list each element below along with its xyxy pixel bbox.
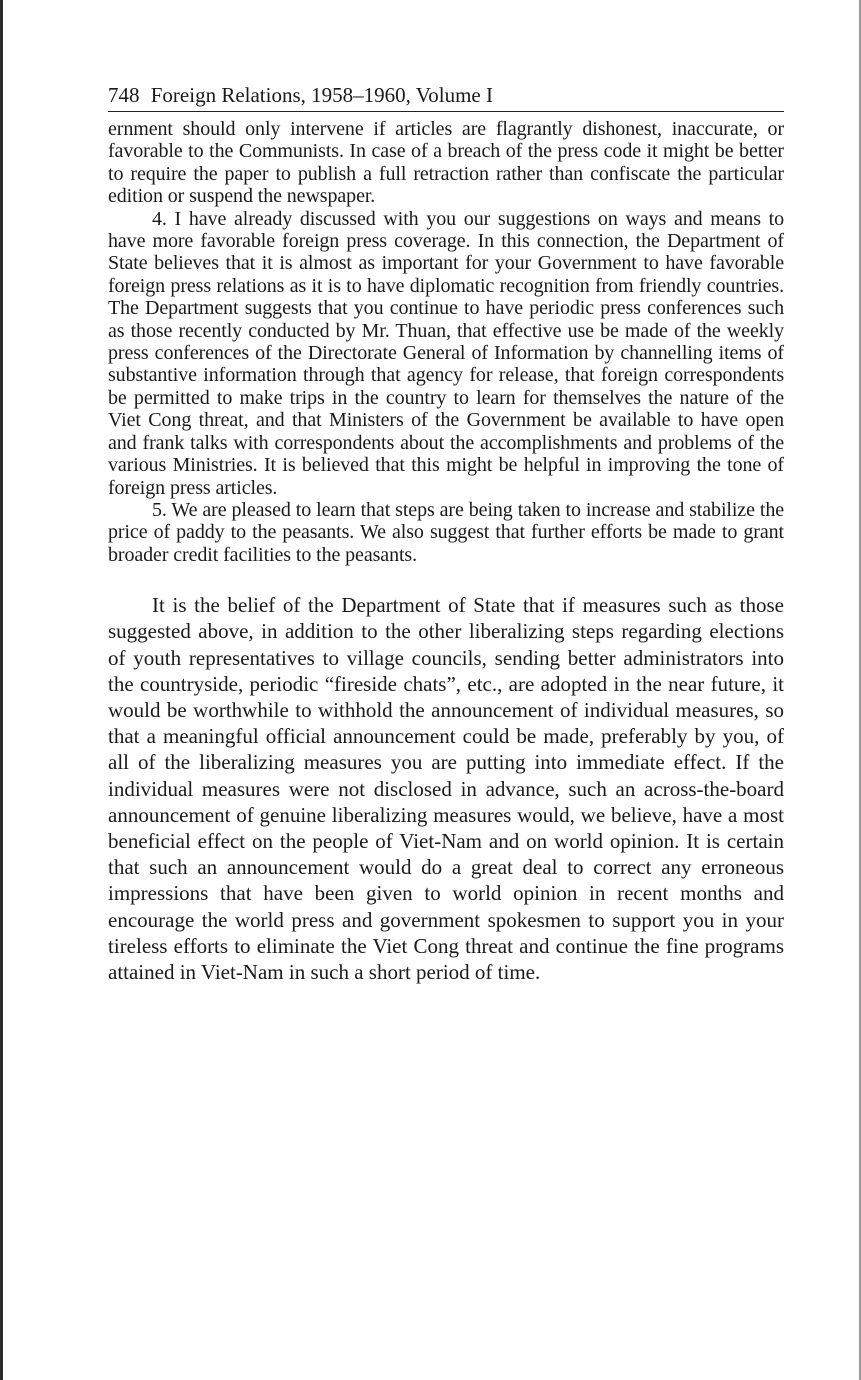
paragraph-continued: ernment should only intervene if articles are flagrantly dishonest, inaccurate, or favorable to the Communists. In case of a breach of the press code it might be better to require the paper to publish a full retraction rather than confiscate the particular edition or suspend the newspaper. — [108, 118, 784, 208]
running-header — [108, 80, 784, 112]
main-text — [108, 592, 784, 985]
document-page — [108, 80, 784, 985]
paragraph-item-5: 5. We are pleased to learn that steps are being taken to increase and stabilize the price of paddy to the peasants. We also suggest that further efforts be made to grant broader credit facilities to the peasants. — [108, 498, 784, 566]
page-edge — [0, 0, 3, 1380]
closing-paragraph: It is the belief of the Department of State that if measures such as those suggested above, in addition to the other liberalizing steps regarding elections of youth representatives to village councils, sending better administrators into the countryside, periodic “fireside chats”, etc., are adopted in the near future, it would be worthwhile to withhold the announcement of individual measures, so that a meaningful official announcement could be made, preferably by you, of all of the liberalizing measures you are putting into immediate effect. If the individual measures were not disclosed in advance, such an across-the-board announcement of genuine liberalizing measures would, we believe, have a most beneficial effect on the people of Viet-Nam and on world opinion. It is certain that such an announcement would do a great deal to correct any erroneous impressions that have been given to world opinion in recent months and encourage the world press and government spokesmen to support you in your tireless efforts to eliminate the Viet Cong threat and continue the fine programs attained in Viet-Nam in such a short period of time. — [108, 593, 784, 984]
page-number: 748 — [108, 83, 140, 107]
quoted-instructions — [108, 118, 784, 566]
paragraph-item-4: 4. I have already discussed with you our suggestions on ways and means to have more favorable foreign press coverage. In this connection, the Department of State believes that it is almost as important for your Government to have favorable foreign press relations as it is to have diplomatic recognition from friendly countries. The Department suggests that you continue to have periodic press conferences such as those recently conducted by Mr. Thuan, that effective use be made of the weekly press conferences of the Directorate General of Information by channelling items of substantive information through that agency for release, that foreign correspondents be permitted to make trips in the country to learn for themselves the nature of the Viet Cong threat, and that Ministers of the Government be available to have open and frank talks with correspondents about the accomplishments and problems of the various Ministries. It is believed that this might be helpful in improving the tone of foreign press articles. — [108, 207, 784, 499]
publication-title: Foreign Relations, 1958–1960, Volume I — [150, 83, 493, 107]
